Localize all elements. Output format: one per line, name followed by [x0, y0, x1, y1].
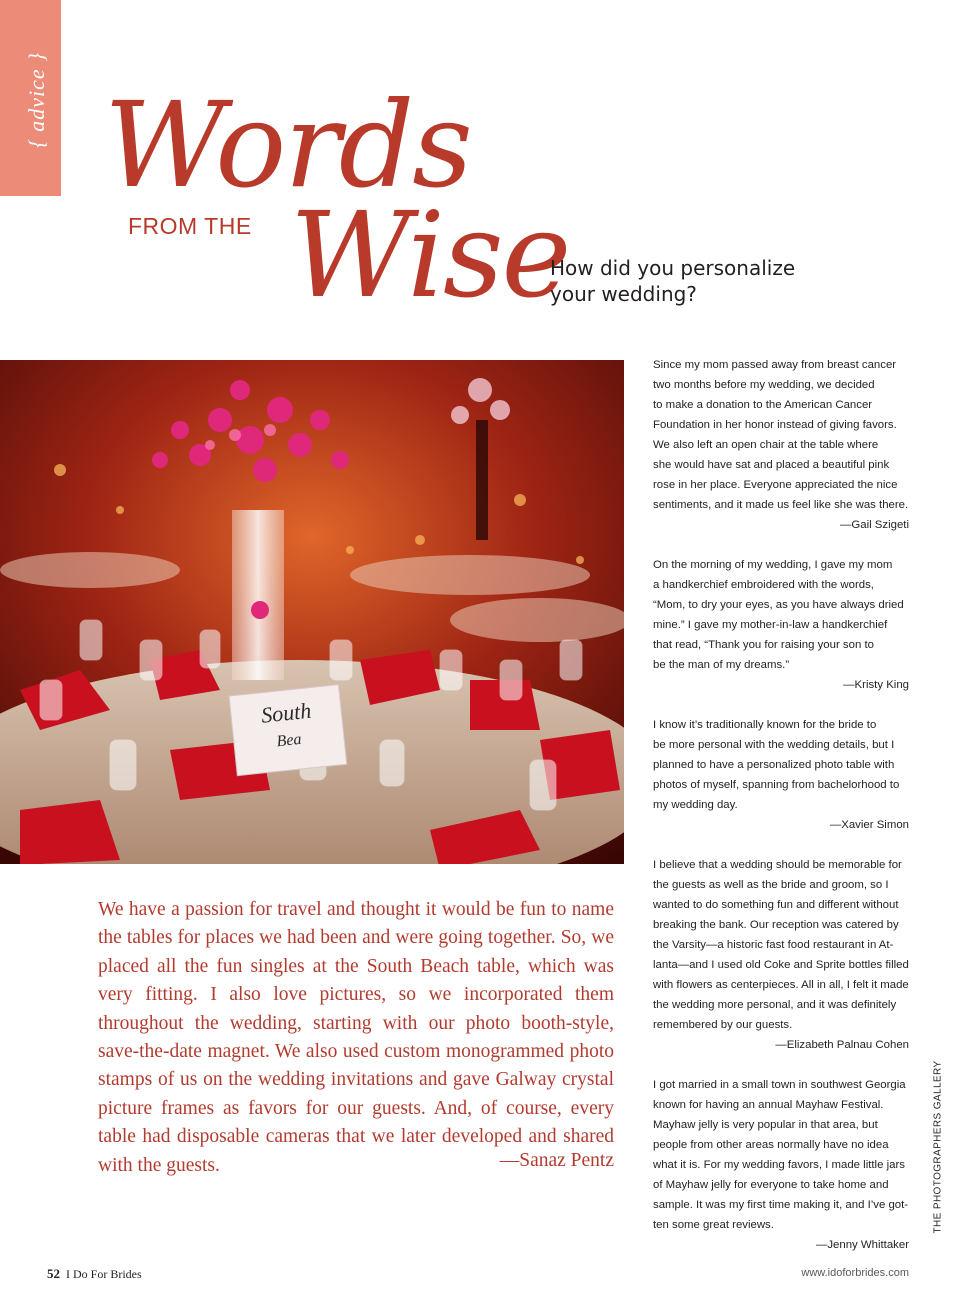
answer-attribution: —Gail Szigeti	[839, 519, 909, 531]
answer-line: the guests as well as the bride and groom, so I	[653, 879, 889, 891]
answer-line: the wedding more personal, and it was definitely	[653, 999, 897, 1011]
answer-line: sentiments, and it made us feel like she was there.	[653, 499, 909, 511]
answer-line: known for having an annual Mayhaw Festival.	[653, 1099, 884, 1111]
answer-line: what it is. For my wedding favors, I made little jars	[653, 1159, 905, 1171]
answer-attribution: —Kristy King	[843, 679, 909, 691]
page-number: 52	[47, 1266, 60, 1281]
answer-line: my wedding day.	[653, 799, 738, 811]
answers-column	[653, 355, 909, 1275]
answer-line: sample. It was my first time making it, and I’ve got-	[653, 1199, 909, 1211]
question-heading	[550, 255, 850, 307]
question-line-2: your wedding?	[550, 282, 697, 306]
answer-line: a handkerchief embroidered with the words,	[653, 579, 874, 591]
answer-line: On the morning of my wedding, I gave my mom	[653, 559, 893, 571]
answer-line: We also left an open chair at the table where	[653, 439, 879, 451]
publication-name: I Do For Brides	[66, 1267, 142, 1281]
answer-line: I know it’s traditionally known for the bride to	[653, 719, 877, 731]
answer-item	[653, 555, 909, 695]
answer-line: with flowers as centerpieces. All in all, I felt it made	[653, 979, 909, 991]
answer-item	[653, 855, 909, 1055]
place-card-line-1: South	[259, 697, 313, 728]
answer-item	[653, 355, 909, 535]
answer-item	[653, 715, 909, 835]
answer-line: I got married in a small town in southwest Georgia	[653, 1079, 906, 1091]
answer-line: mine.” I gave my mother-in-law a handkerchief	[653, 619, 888, 631]
section-tab	[0, 0, 61, 196]
question-line-1: How did you personalize	[550, 256, 796, 280]
answer-line: two months before my wedding, we decided	[653, 379, 875, 391]
answer-attribution: —Xavier Simon	[829, 819, 909, 831]
reception-photo-illustration	[0, 360, 624, 864]
answer-line: she would have sat and placed a beautiful pink	[653, 459, 890, 471]
answer-line: Mayhaw jelly is very popular in that area, but	[653, 1119, 878, 1131]
answer-line: be more personal with the wedding details, but I	[653, 739, 895, 751]
answer-line: photos of myself, spanning from bachelorhood to	[653, 779, 900, 791]
answer-item	[653, 1075, 909, 1255]
answer-line: of Mayhaw jelly for everyone to take home and	[653, 1179, 889, 1191]
answer-attribution: —Elizabeth Palnau Cohen	[775, 1039, 909, 1051]
answer-line: that read, “Thank you for raising your son to	[653, 639, 874, 651]
answer-line: planned to have a personalized photo table with	[653, 759, 895, 771]
answer-line: Foundation in her honor instead of giving favors.	[653, 419, 897, 431]
title-words: Words	[104, 76, 471, 214]
featured-quote: We have a passion for travel and thought it would be fun to name the tables for places we had been and were going together. So, we placed all the fun singles at the South Beach table, which was very fitting. I also love pictures, so we incorporated them throughout the wedding, starting with our photo booth-style, save-the-date magnet. We also used custom monogrammed photo stamps of us on the wedding invitations and gave Galway crystal picture frames as favors for our guests. And, of course, every table had disposable cameras that we later developed and shared with the guests.	[98, 899, 614, 1176]
answer-line: to make a donation to the American Cancer	[653, 399, 873, 411]
section-tab-label: { advice }	[24, 51, 49, 149]
reception-photo	[0, 360, 624, 864]
featured-quote-attribution: —Sanaz Pentz	[499, 1150, 614, 1171]
title-from-the: FROM THE	[128, 213, 252, 239]
footer-website: www.idoforbrides.com	[801, 1267, 909, 1279]
answer-line: rose in her place. Everyone appreciated the nice	[653, 479, 898, 491]
answer-line: remembered by our guests.	[653, 1019, 793, 1031]
title-wise: Wise	[290, 186, 570, 324]
answer-line: Since my mom passed away from breast cancer	[653, 359, 897, 371]
answer-line: people from other areas normally have no idea	[653, 1139, 889, 1151]
answer-attribution: —Jenny Whittaker	[815, 1239, 909, 1251]
photo-credit: THE PHOTOGRAPHERS GALLERY	[932, 1060, 944, 1234]
answer-line: “Mom, to dry your eyes, as you have always dried	[653, 599, 904, 611]
footer-folio	[47, 1266, 142, 1282]
answer-line: ten some great reviews.	[653, 1219, 774, 1231]
answer-line: the Varsity—a historic fast food restaurant in At-	[653, 939, 894, 951]
answer-line: breaking the bank. Our reception was catered by	[653, 919, 899, 931]
answer-line: lanta—and I used old Coke and Sprite bottles filled	[653, 959, 909, 971]
answer-line: be the man of my dreams.”	[653, 659, 790, 671]
place-card-line-2: Bea	[275, 730, 303, 751]
answer-line: I believe that a wedding should be memorable for	[653, 859, 902, 871]
answer-line: wanted to do something fun and different without	[653, 899, 899, 911]
